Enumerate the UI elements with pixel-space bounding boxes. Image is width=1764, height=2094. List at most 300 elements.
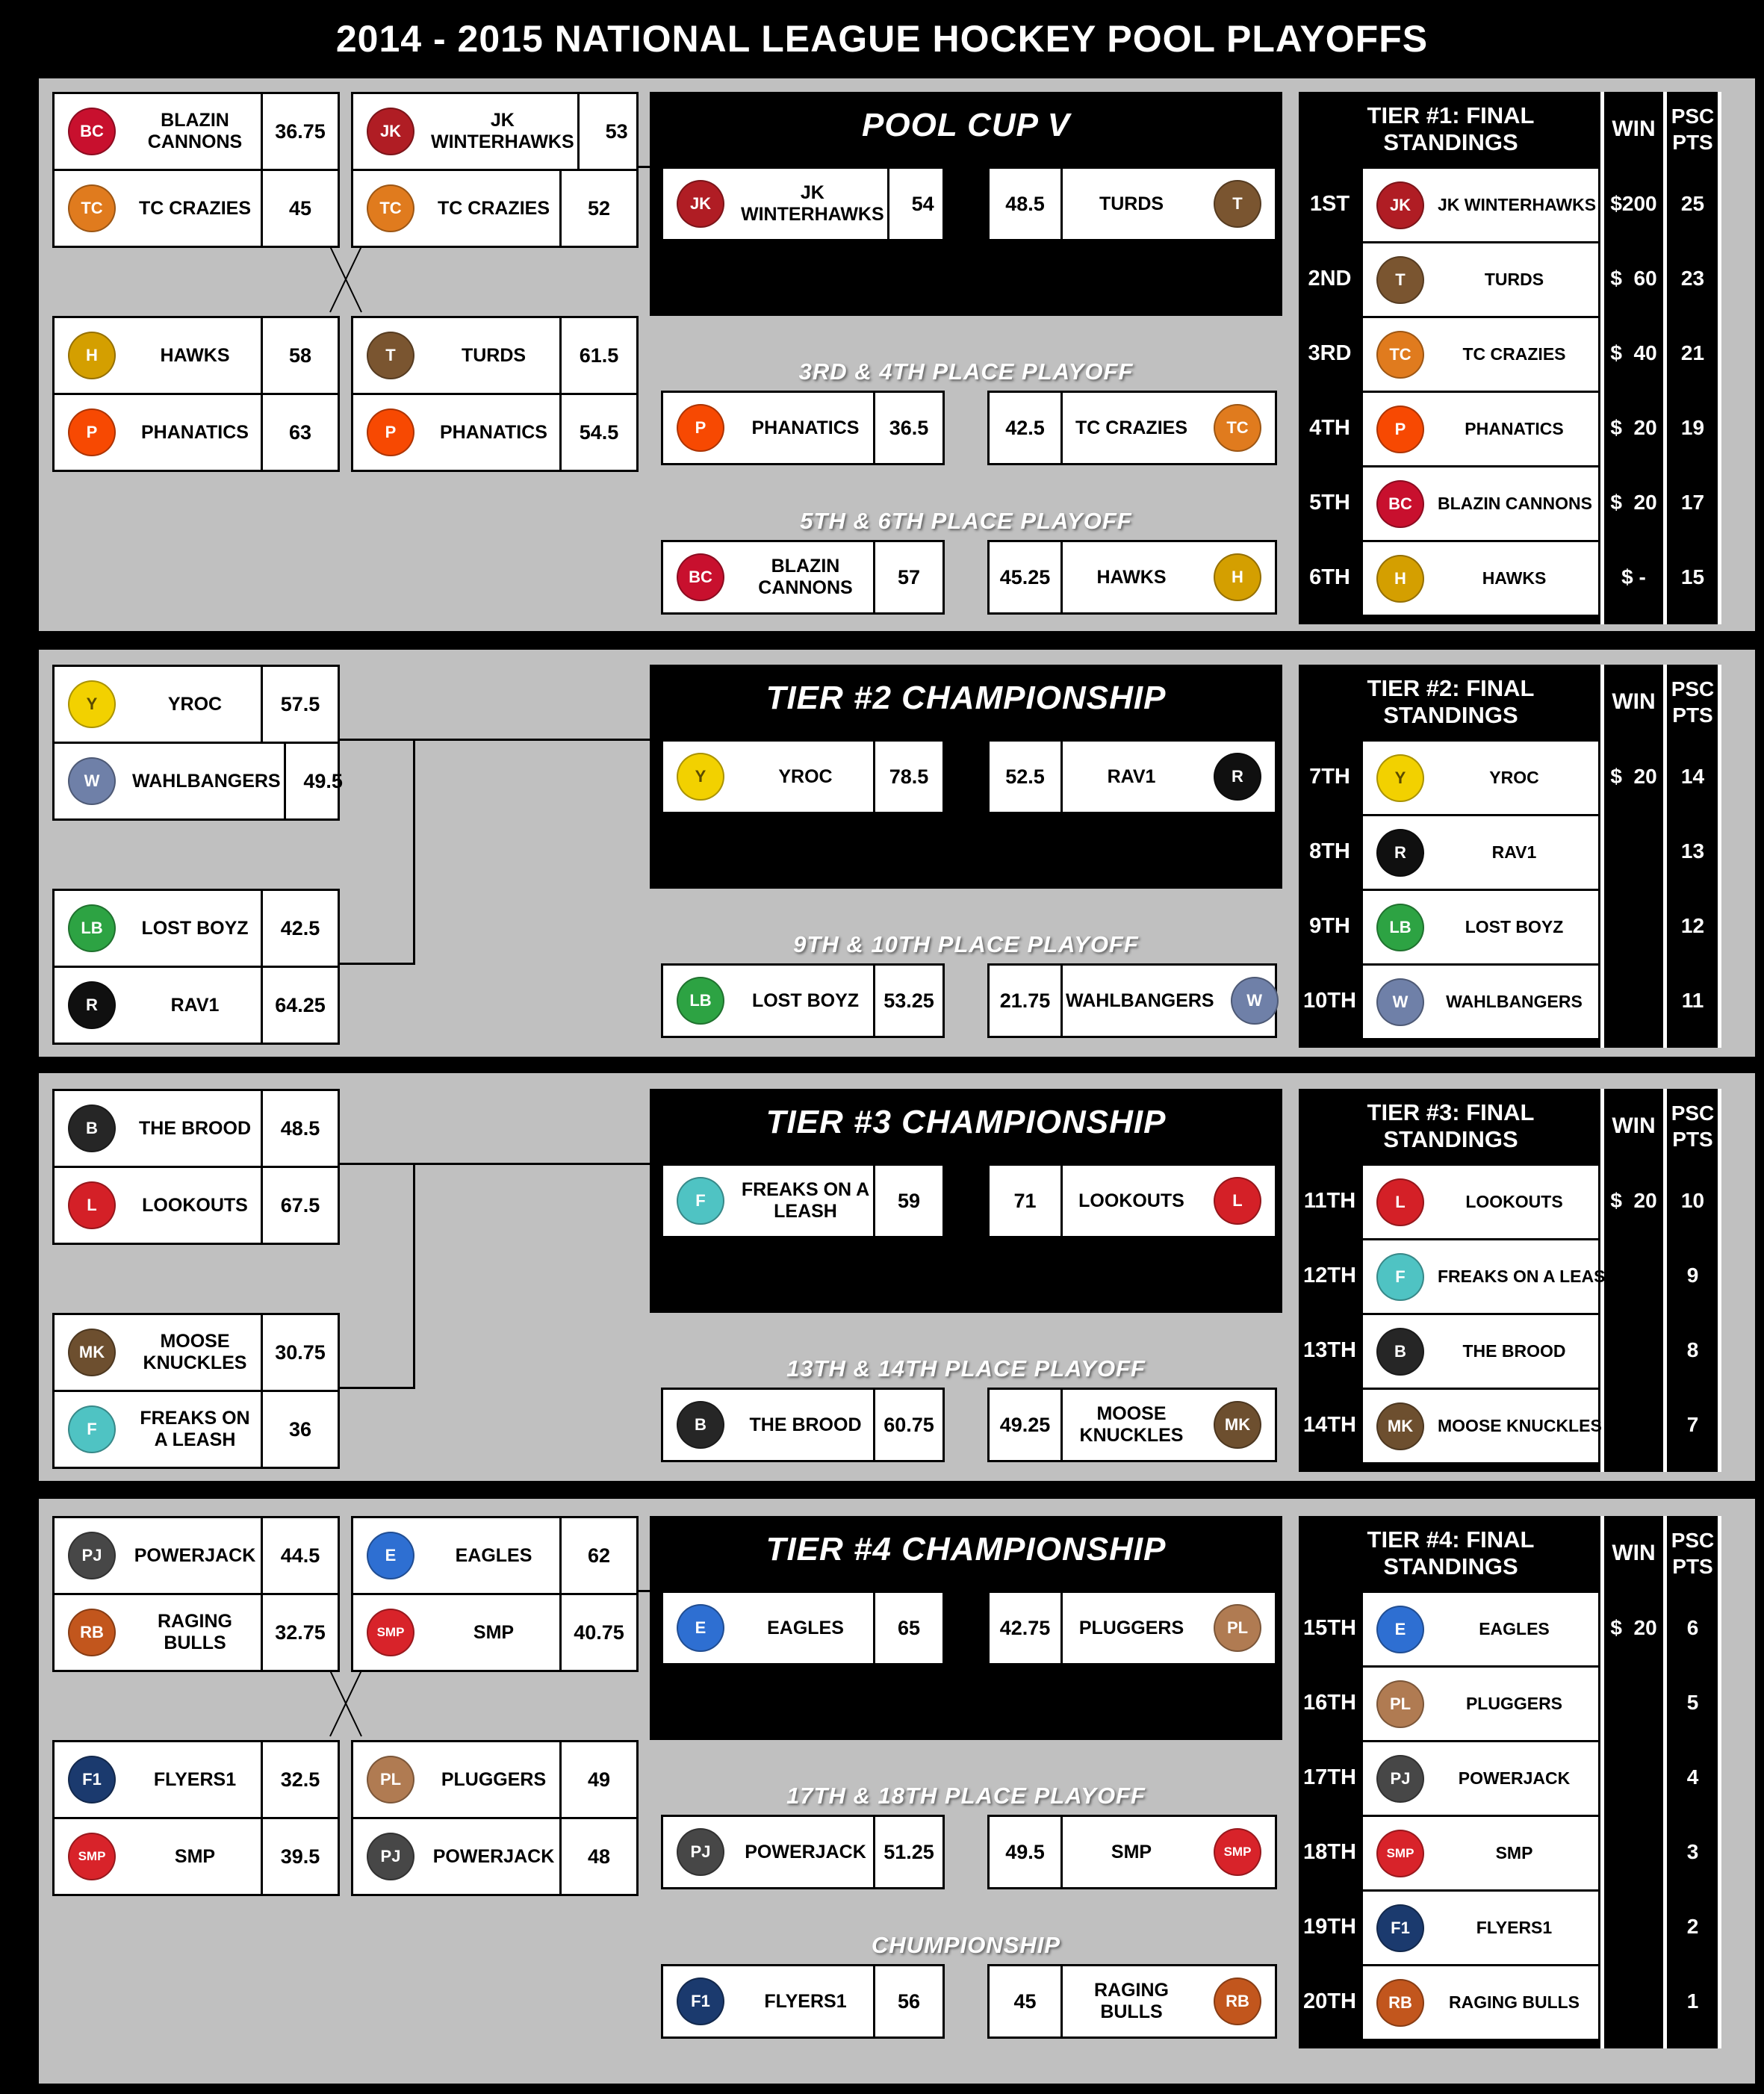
blazin_cannons-logo-icon: BC <box>677 553 724 601</box>
tier-1-playoff-1-left-box <box>661 391 945 465</box>
logo-cell <box>55 395 129 470</box>
team-score: 39.5 <box>261 1819 338 1894</box>
team-name: FLYERS1 <box>153 1768 237 1790</box>
lookouts-logo-icon: L <box>1214 1177 1261 1225</box>
logo-cell <box>55 94 129 169</box>
logo-cell <box>1363 1755 1438 1803</box>
standings-win-amount <box>1603 814 1665 889</box>
team-name: FREAKS ON A LEASH <box>1438 1267 1618 1286</box>
team-score: 64.25 <box>261 968 338 1043</box>
logo-cell <box>1363 480 1438 528</box>
raging_bulls-logo-icon: RB <box>1214 1978 1261 2025</box>
psc-label-line2: PTS <box>1672 131 1713 154</box>
team-name: PHANATICS <box>1465 419 1564 438</box>
jk_winterhawks-logo-icon: JK <box>677 180 724 228</box>
logo-cell <box>663 169 738 239</box>
logo-cell <box>1200 1593 1275 1663</box>
tier-4-playoff-heading-1: 17TH & 18TH PLACE PLAYOFF <box>786 1783 1146 1809</box>
match-row <box>55 1390 338 1467</box>
standings-win-amount <box>1603 1889 1665 1964</box>
team-name: EAGLES <box>455 1544 532 1566</box>
team-score: 52.5 <box>990 742 1063 812</box>
match-row <box>353 1817 636 1894</box>
standings-psc-points: 15 <box>1680 565 1705 588</box>
logo-cell <box>1363 1402 1438 1450</box>
logo-cell <box>1217 966 1292 1036</box>
standings-team-row <box>1361 1163 1600 1240</box>
wahlbangers-logo-icon: W <box>1231 977 1279 1025</box>
match-row <box>353 393 636 470</box>
team-score: 78.5 <box>873 742 942 812</box>
logo-cell <box>1200 1966 1275 2036</box>
team-name: THE BROOD <box>749 1414 862 1435</box>
standings-win-amount: $200 <box>1610 192 1657 215</box>
jk_winterhawks-logo-icon: JK <box>367 108 414 155</box>
standings-team-row <box>1361 963 1600 1040</box>
logo-cell <box>353 1518 428 1593</box>
flyers1-logo-icon: F1 <box>1376 1904 1424 1952</box>
logo-cell <box>663 393 738 463</box>
the_brood-logo-icon: B <box>677 1401 724 1449</box>
flyers1-logo-icon: F1 <box>677 1978 724 2025</box>
standings-rank: 9TH <box>1309 913 1350 938</box>
standings-psc-points: 3 <box>1686 1840 1699 1863</box>
team-name: SMP <box>473 1621 515 1643</box>
logo-cell <box>1363 181 1438 229</box>
freaks-logo-icon: F <box>1376 1253 1424 1301</box>
psc-label-line2: PTS <box>1672 1128 1713 1151</box>
logo-cell <box>353 1742 428 1817</box>
logo-cell <box>1363 1178 1438 1226</box>
phanatics-logo-icon: P <box>68 408 116 456</box>
logo-cell <box>1200 1817 1275 1887</box>
team-name: BLAZIN CANNONS <box>147 110 243 152</box>
standings-psc-points: 5 <box>1686 1691 1699 1714</box>
logo-cell <box>663 1166 738 1236</box>
team-name: PLUGGERS <box>1465 1694 1563 1713</box>
standings-team-row <box>1361 1815 1600 1892</box>
tier-1-championship-right-box <box>987 167 1277 241</box>
logo-cell <box>1363 904 1438 951</box>
bracket-connector-line <box>413 739 415 965</box>
yroc-logo-icon: Y <box>677 753 724 801</box>
team-name: RAV1 <box>170 994 220 1016</box>
team-score: 32.5 <box>261 1742 338 1817</box>
team-name: EAGLES <box>1479 1619 1550 1638</box>
tc_crazies-logo-icon: TC <box>367 184 414 232</box>
team-score: 54 <box>887 169 957 239</box>
tier-2-standings-title: TIER #2: FINAL STANDINGS <box>1367 675 1535 728</box>
standings-win-amount: $ 20 <box>1610 765 1657 788</box>
team-score: 42.75 <box>990 1593 1063 1663</box>
team-score: 57.5 <box>261 667 338 742</box>
tier-1-round1-match-1 <box>52 92 340 248</box>
team-score: 42.5 <box>261 891 338 966</box>
match-row <box>55 318 338 393</box>
logo-cell <box>55 667 129 742</box>
turds-logo-icon: T <box>1214 180 1261 228</box>
standings-rank: 19TH <box>1303 1914 1356 1939</box>
raging_bulls-logo-icon: RB <box>1376 1979 1424 2027</box>
tier-4-playoff-1-right-box <box>987 1815 1277 1889</box>
logo-cell <box>1200 393 1275 463</box>
team-score: 58 <box>261 318 338 393</box>
tier-1-championship-title: POOL CUP V <box>862 107 1070 143</box>
logo-cell <box>663 1593 738 1663</box>
tier-2-round1-match-1 <box>52 665 343 821</box>
standings-team-row <box>1361 1964 1600 2041</box>
standings-rank: 15TH <box>1303 1615 1356 1640</box>
standings-psc-points: 8 <box>1686 1338 1699 1361</box>
rav1-logo-icon: R <box>1214 753 1261 801</box>
match-row <box>55 891 338 966</box>
psc-label-line1: PSC <box>1671 105 1715 128</box>
team-name: FLYERS1 <box>764 1990 847 2012</box>
team-name: TURDS <box>1099 193 1164 214</box>
tier-2-championship-right-box <box>987 739 1277 814</box>
logo-cell <box>55 891 129 966</box>
tier-3-championship-right-box <box>987 1163 1277 1238</box>
eagles-logo-icon: E <box>677 1604 724 1652</box>
tier-3-playoff-heading-1: 13TH & 14TH PLACE PLAYOFF <box>786 1355 1146 1382</box>
tier-1-standings-win-header: WIN <box>1612 116 1656 141</box>
lost_boyz-logo-icon: LB <box>1376 904 1424 951</box>
logo-cell <box>1200 1166 1275 1236</box>
team-score: 45.25 <box>990 542 1063 612</box>
pluggers-logo-icon: PL <box>1214 1604 1261 1652</box>
tier-3-round1-match-1 <box>52 1089 340 1245</box>
logo-cell <box>55 1819 129 1894</box>
standings-rank: 3RD <box>1308 341 1352 365</box>
tier-1-championship-left-box <box>661 167 945 241</box>
powerjack-logo-icon: PJ <box>367 1833 414 1880</box>
standings-team-row <box>1361 1889 1600 1966</box>
team-name: YROC <box>167 693 223 715</box>
tier-1-round2-match-1 <box>351 92 639 248</box>
team-name: TC CRAZIES <box>438 197 550 219</box>
logo-cell <box>353 395 428 470</box>
standings-win-amount <box>1603 1388 1665 1462</box>
logo-cell <box>353 318 428 393</box>
team-name: RAGING BULLS <box>158 1611 232 1653</box>
team-score: 21.75 <box>990 966 1063 1036</box>
raging_bulls-logo-icon: RB <box>68 1609 116 1656</box>
team-name: RAV1 <box>1491 842 1537 862</box>
standings-rank: 12TH <box>1303 1263 1356 1287</box>
match-row <box>55 966 338 1043</box>
team-score: 59 <box>873 1166 942 1236</box>
standings-psc-points: 9 <box>1686 1264 1699 1287</box>
team-score: 44.5 <box>261 1518 338 1593</box>
team-name: HAWKS <box>160 344 230 366</box>
psc-label-line1: PSC <box>1671 1102 1715 1125</box>
logo-cell <box>1363 829 1438 877</box>
tier-1-playoff-2-left-box <box>661 540 945 615</box>
tier-1-playoff-heading-2: 5TH & 6TH PLACE PLAYOFF <box>800 508 1132 534</box>
logo-cell <box>55 171 129 246</box>
logo-cell <box>1363 1830 1438 1877</box>
standings-win-amount: $ 40 <box>1610 341 1657 364</box>
lookouts-logo-icon: L <box>1376 1178 1424 1226</box>
logo-cell <box>55 1595 129 1670</box>
bracket-connector-line <box>639 166 650 168</box>
team-score: 36.5 <box>873 393 942 463</box>
standings-win-amount: $ 20 <box>1610 1616 1657 1639</box>
tier-4-championship-right-box <box>987 1591 1277 1665</box>
tier-1-standings-title: TIER #1: FINAL STANDINGS <box>1367 102 1535 155</box>
tier-4-standings-win-header: WIN <box>1612 1541 1656 1565</box>
standings-psc-points: 12 <box>1680 914 1705 937</box>
tier-1-playoff-heading-1: 3RD & 4TH PLACE PLAYOFF <box>798 358 1134 385</box>
the_brood-logo-icon: B <box>68 1105 116 1152</box>
tier-1-playoff-2-right-box <box>987 540 1277 615</box>
match-row <box>353 318 636 393</box>
team-name: LOST BOYZ <box>751 989 860 1011</box>
team-name: LOOKOUTS <box>1465 1192 1563 1211</box>
team-score: 30.75 <box>261 1315 338 1390</box>
standings-psc-points: 7 <box>1686 1413 1699 1436</box>
match-row <box>55 1518 338 1593</box>
hawks-logo-icon: H <box>1214 553 1261 601</box>
bracket-cross-connector <box>329 245 363 314</box>
standings-psc-points: 25 <box>1680 192 1705 215</box>
team-name: EAGLES <box>767 1617 844 1638</box>
team-name: PHANATICS <box>440 421 547 443</box>
match-row <box>353 169 636 246</box>
tier-4-championship-title: TIER #4 CHAMPIONSHIP <box>765 1531 1167 1568</box>
team-name: TC CRAZIES <box>139 197 251 219</box>
standings-rank: 2ND <box>1308 266 1352 291</box>
team-name: BLAZIN CANNONS <box>1438 494 1592 513</box>
team-name: LOOKOUTS <box>1078 1190 1184 1211</box>
team-name: POWERJACK <box>134 1544 256 1566</box>
logo-cell <box>1200 169 1275 239</box>
tc_crazies-logo-icon: TC <box>68 184 116 232</box>
team-score: 52 <box>559 171 636 246</box>
tier-3-championship-title: TIER #3 CHAMPIONSHIP <box>765 1104 1167 1140</box>
logo-cell <box>663 966 738 1036</box>
logo-cell <box>1363 1904 1438 1952</box>
standings-rank: 11TH <box>1303 1188 1356 1213</box>
tier-2-playoff-1-left-box <box>661 963 945 1038</box>
smp-logo-icon: SMP <box>367 1609 414 1656</box>
logo-cell <box>55 1392 129 1467</box>
team-score: 56 <box>873 1966 942 2036</box>
tier-4-round2-match-2 <box>351 1740 639 1896</box>
logo-cell <box>1363 1253 1438 1301</box>
standings-rank: 7TH <box>1309 764 1350 789</box>
standings-win-amount: $ 60 <box>1610 267 1657 290</box>
tier-2-standings-psc-header <box>1665 665 1721 739</box>
match-row <box>353 1518 636 1593</box>
tier-4-playoff-2-left-box <box>661 1964 945 2039</box>
lost_boyz-logo-icon: LB <box>677 977 724 1025</box>
psc-label-line1: PSC <box>1671 1529 1715 1552</box>
hawks-logo-icon: H <box>1376 555 1424 603</box>
moose_knuckles-logo-icon: MK <box>1214 1401 1261 1449</box>
logo-cell <box>353 94 428 169</box>
logo-cell <box>1363 331 1438 379</box>
tier-4-championship-left-box <box>661 1591 945 1665</box>
standings-team-row <box>1361 391 1600 467</box>
logo-cell <box>55 968 129 1043</box>
standings-team-row <box>1361 465 1600 542</box>
tc_crazies-logo-icon: TC <box>1214 404 1261 452</box>
standings-win-amount <box>1603 1238 1665 1313</box>
standings-rank: 17TH <box>1303 1765 1356 1789</box>
match-row <box>55 1315 338 1390</box>
standings-psc-points: 10 <box>1680 1189 1705 1212</box>
team-name: WAHLBANGERS <box>1066 989 1214 1011</box>
team-name: POWERJACK <box>1458 1768 1571 1788</box>
the_brood-logo-icon: B <box>1376 1328 1424 1376</box>
phanatics-logo-icon: P <box>367 408 414 456</box>
tier-2-championship-title: TIER #2 CHAMPIONSHIP <box>765 680 1167 716</box>
team-name: HAWKS <box>1096 566 1167 588</box>
team-name: SMP <box>1111 1841 1152 1862</box>
team-score: 49.25 <box>990 1390 1063 1460</box>
standings-rank: 14TH <box>1303 1412 1356 1437</box>
team-score: 53 <box>577 94 654 169</box>
bracket-connector-line <box>340 963 415 965</box>
logo-cell <box>55 1742 129 1817</box>
team-name: WAHLBANGERS <box>1446 992 1583 1011</box>
logo-cell <box>1200 1390 1275 1460</box>
match-row <box>55 1742 338 1817</box>
team-score: 67.5 <box>261 1168 338 1243</box>
tier-4-standings-title: TIER #4: FINAL STANDINGS <box>1367 1526 1535 1579</box>
standings-psc-points: 21 <box>1680 341 1705 364</box>
freaks-logo-icon: F <box>677 1177 724 1225</box>
match-row <box>353 1742 636 1817</box>
team-score: 62 <box>559 1518 636 1593</box>
logo-cell <box>663 1966 738 2036</box>
tier-3-standings-psc-header <box>1665 1089 1721 1163</box>
team-name: PHANATICS <box>751 417 860 438</box>
logo-cell <box>1363 256 1438 304</box>
standings-team-row <box>1361 739 1600 816</box>
standings-rank: 20TH <box>1303 1989 1356 2013</box>
tier-3-round1-match-2 <box>52 1313 340 1469</box>
tier-3-standings-win-header: WIN <box>1612 1113 1656 1138</box>
match-row <box>55 742 343 818</box>
phanatics-logo-icon: P <box>1376 406 1424 453</box>
moose_knuckles-logo-icon: MK <box>1376 1402 1424 1450</box>
team-score: 40.75 <box>559 1595 636 1670</box>
match-row <box>55 94 338 169</box>
standings-team-row <box>1361 1238 1618 1315</box>
team-name: WAHLBANGERS <box>132 770 281 792</box>
wahlbangers-logo-icon: W <box>68 757 116 805</box>
yroc-logo-icon: Y <box>68 680 116 728</box>
lookouts-logo-icon: L <box>68 1181 116 1229</box>
smp-logo-icon: SMP <box>68 1833 116 1880</box>
team-name: THE BROOD <box>1462 1341 1566 1361</box>
match-row <box>55 1817 338 1894</box>
jk_winterhawks-logo-icon: JK <box>1376 181 1424 229</box>
psc-label-line1: PSC <box>1671 677 1715 700</box>
team-name: SMP <box>1495 1843 1533 1862</box>
logo-cell <box>1200 742 1275 812</box>
match-row <box>55 393 338 470</box>
standings-win-amount <box>1603 1964 1665 2039</box>
bracket-connector-line <box>340 1387 415 1389</box>
blazin_cannons-logo-icon: BC <box>1376 480 1424 528</box>
lost_boyz-logo-icon: LB <box>68 904 116 952</box>
eagles-logo-icon: E <box>1376 1606 1424 1653</box>
page-title: 2014 - 2015 NATIONAL LEAGUE HOCKEY POOL PLAYOFFS <box>335 18 1429 60</box>
tier-4-round1-match-2 <box>52 1740 340 1896</box>
standings-win-amount <box>1603 1740 1665 1815</box>
tier-3-standings-title: TIER #3: FINAL STANDINGS <box>1367 1099 1535 1152</box>
logo-cell <box>1363 406 1438 453</box>
smp-logo-icon: SMP <box>1376 1830 1424 1877</box>
match-row <box>353 94 636 169</box>
team-score: 49 <box>559 1742 636 1817</box>
tier-2-playoff-1-right-box <box>987 963 1277 1038</box>
pluggers-logo-icon: PL <box>367 1756 414 1803</box>
standings-win-amount: $ 20 <box>1610 491 1657 514</box>
hawks-logo-icon: H <box>68 332 116 379</box>
tier-4-playoff-2-right-box <box>987 1964 1277 2039</box>
tier-2-round1-match-2 <box>52 889 340 1045</box>
standings-win-amount <box>1603 963 1665 1038</box>
blazin_cannons-logo-icon: BC <box>68 108 116 155</box>
team-name: FLYERS1 <box>1476 1918 1553 1937</box>
logo-cell <box>353 171 428 246</box>
powerjack-logo-icon: PJ <box>677 1828 724 1876</box>
phanatics-logo-icon: P <box>677 404 724 452</box>
tier-1-round1-match-2 <box>52 316 340 472</box>
standings-team-row <box>1361 316 1600 393</box>
logo-cell <box>55 744 129 818</box>
standings-psc-points: 6 <box>1686 1616 1699 1639</box>
freaks-logo-icon: F <box>68 1405 116 1453</box>
standings-rank: 8TH <box>1309 839 1350 863</box>
logo-cell <box>55 1168 129 1243</box>
standings-win-amount <box>1603 1313 1665 1388</box>
logo-cell <box>1363 978 1438 1026</box>
logo-cell <box>1363 754 1438 802</box>
tier-3-playoff-1-left-box <box>661 1388 945 1462</box>
standings-team-row <box>1361 1665 1600 1742</box>
team-score: 54.5 <box>559 395 636 470</box>
match-row <box>353 1593 636 1670</box>
standings-psc-points: 1 <box>1686 1989 1699 2013</box>
team-name: JK WINTERHAWKS <box>741 182 884 225</box>
standings-team-row <box>1361 241 1600 318</box>
logo-cell <box>55 318 129 393</box>
team-score: 49.5 <box>990 1817 1063 1887</box>
tier-4-playoff-1-left-box <box>661 1815 945 1889</box>
turds-logo-icon: T <box>367 332 414 379</box>
standings-psc-points: 2 <box>1686 1915 1699 1938</box>
team-score: 63 <box>261 395 338 470</box>
standings-team-row <box>1361 1591 1600 1668</box>
team-name: BLAZIN CANNONS <box>758 556 853 598</box>
bracket-connector-line <box>340 739 650 741</box>
standings-psc-points: 4 <box>1686 1765 1699 1789</box>
bracket-connector-line <box>413 1163 415 1389</box>
tier-1-round2-match-2 <box>351 316 639 472</box>
standings-team-row <box>1361 1388 1600 1464</box>
standings-team-row <box>1361 1740 1600 1817</box>
logo-cell <box>353 1595 428 1670</box>
logo-cell <box>353 1819 428 1894</box>
team-name: POWERJACK <box>432 1845 555 1867</box>
team-score: 45 <box>261 171 338 246</box>
team-name: PHANATICS <box>141 421 249 443</box>
